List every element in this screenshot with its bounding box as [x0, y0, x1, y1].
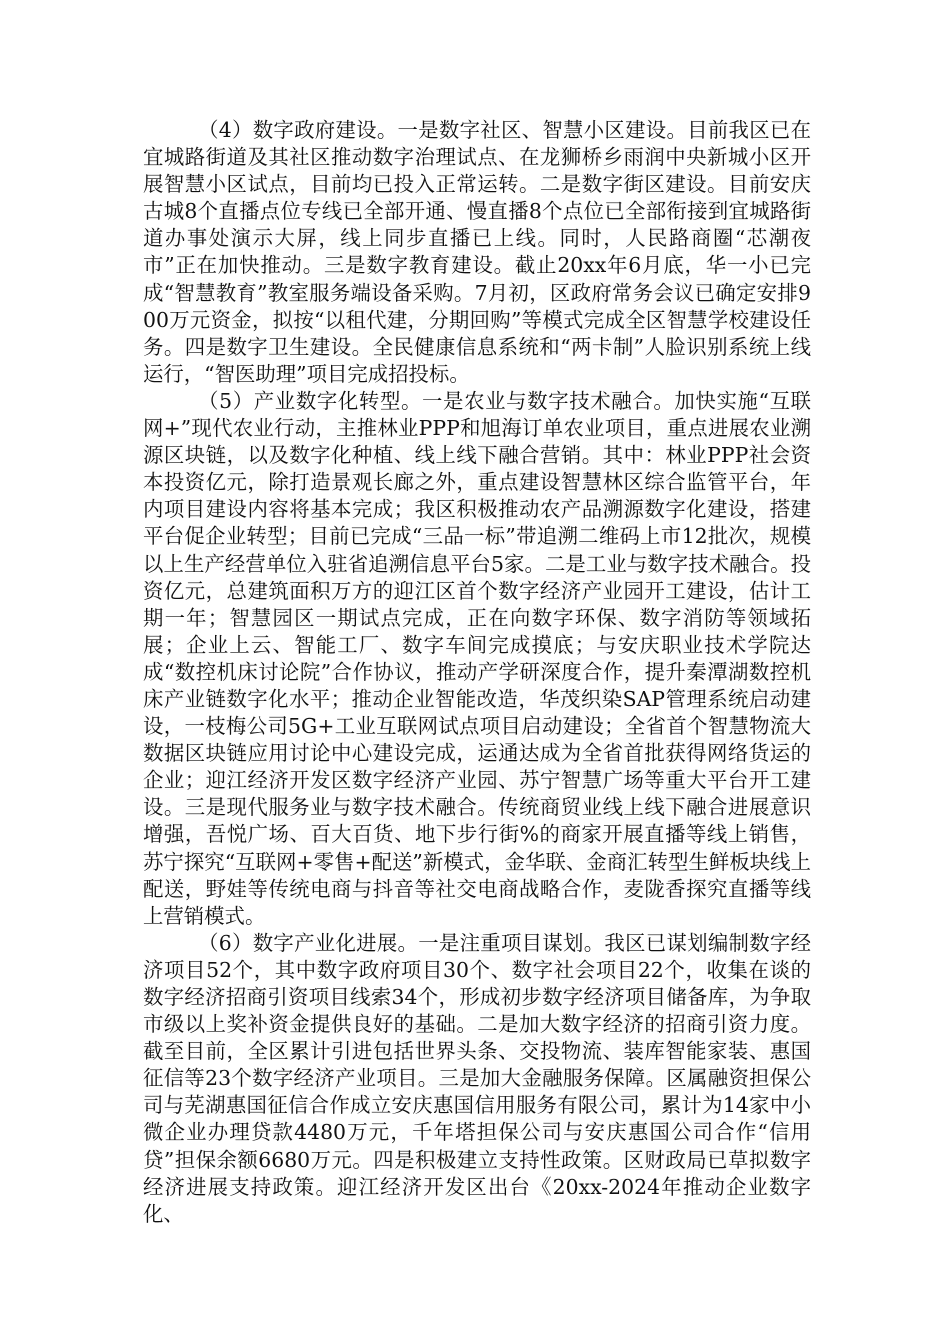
paragraph-digital-industrialization: （6）数字产业化进展。一是注重项目谋划。我区已谋划编制数字经济项目52个，其中数字政府项目30个、数字社会项目22个，收集在谈的数字经济招商引资项目线索34个，形成初步数字经济项目储备库，为争取市级以上奖补资金提供良好的基础。二是加大数字经济的招商引资力度。截至目前，全区累计引进包括世界头条、交投物流、装库智能家装、惠国征信等23个数字经济产业项目。三是加大金融服务保障。区属融资担保公司与芜湖惠国征信合作成立安庆惠国信用服务有限公司，累计为14家中小微企业办理贷款4480万元，千年塔担保公司与安庆惠国公司合作“信用贷”担保余额6680万元。四是积极建立支持性政策。区财政局已草拟数字经济进展支持政策。迎江经济开发区出台《20xx-2024年推动企业数字化、 — [143, 930, 811, 1226]
paragraph-industry-digitalization: （5）产业数字化转型。一是农业与数字技术融合。加快实施“互联网+”现代农业行动，主推林业PPP和旭海订单农业项目，重点进展农业溯源区块链，以及数字化种植、线上线下融合营销。其中：林业PPP社会资本投资亿元，除打造景观长廊之外，重点建设智慧林区综合监管平台，年内项目建设内容将基本完成；我区积极推动农产品溯源数字化建设，搭建平台促企业转型；目前已完成“三品一标”带追溯二维码上市12批次，规模以上生产经营单位入驻省追溯信息平台5家。二是工业与数字技术融合。投资亿元，总建筑面积万方的迎江区首个数字经济产业园开工建设，估计工期一年；智慧园区一期试点完成，正在向数字环保、数字消防等领域拓展；企业上云、智能工厂、数字车间完成摸底；与安庆职业技术学院达成“数控机床讨论院”合作协议，推动产学研深度合作，提升秦潭湖数控机床产业链数字化水平；推动企业智能改造，华茂织染SAP管理系统启动建设，一枝梅公司5G+工业互联网试点项目启动建设；全省首个智慧物流大数据区块链应用讨论中心建设完成，运通达成为全省首批获得网络货运的企业；迎江经济开发区数字经济产业园、苏宁智慧广场等重大平台开工建设。三是现代服务业与数字技术融合。传统商贸业线上线下融合进展意识增强，吾悦广场、百大百货、地下步行街%的商家开展直播等线上销售，苏宁探究“互联网+零售+配送”新模式，金华联、金商汇转型生鲜板块线上配送，野娃等传统电商与抖音等社交电商战略合作，麦陇香探究直播等线上营销模式。 — [143, 388, 811, 928]
document-body — [143, 117, 811, 1228]
paragraph-digital-government: （4）数字政府建设。一是数字社区、智慧小区建设。目前我区已在宜城路街道及其社区推动数字治理试点、在龙狮桥乡雨润中央新城小区开展智慧小区试点，目前均已投入正常运转。二是数字街区建设。目前安庆古城8个直播点位专线已全部开通、慢直播8个点位已全部衔接到宜城路街道办事处演示大屏，线上同步直播已上线。同时，人民路商圈“芯潮夜市”正在加快推动。三是数字教育建设。截止20xx年6月底，华一小已完成“智慧教育”教室服务端设备采购。7月初，区政府常务会议已确定安排900万元资金，拟按“以租代建，分期回购”等模式完成全区智慧学校建设任务。四是数字卫生建设。全民健康信息系统和“两卡制”人脸识别系统上线运行，“智医助理”项目完成招投标。 — [143, 118, 811, 386]
